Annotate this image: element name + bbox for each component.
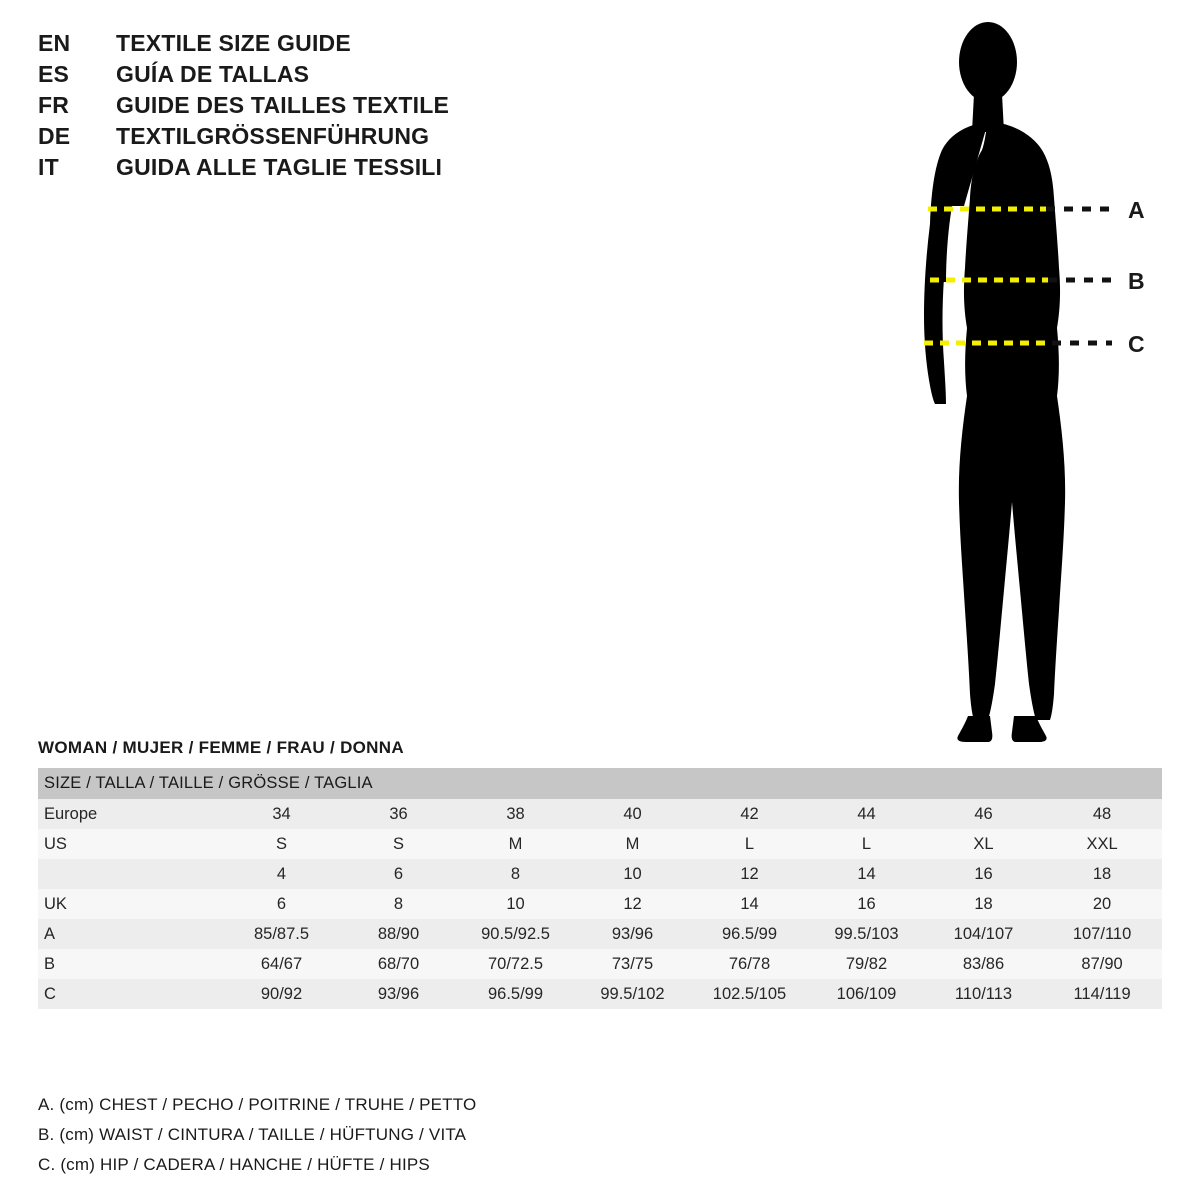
measurement-figure (860, 10, 1190, 750)
row-label-c: C (38, 979, 223, 1009)
cell-europe-1: 36 (340, 799, 457, 829)
table-row (38, 799, 1162, 829)
cell-a-5: 99.5/103 (808, 919, 925, 949)
cell-us-0: S (223, 829, 340, 859)
cell-b-1: 68/70 (340, 949, 457, 979)
table-row (38, 829, 1162, 859)
cell-europe-7: 48 (1042, 799, 1162, 829)
cell-us-7: XXL (1042, 829, 1162, 859)
cell-b-5: 79/82 (808, 949, 925, 979)
title-row-fr (38, 92, 558, 123)
cell-uk-2: 10 (457, 889, 574, 919)
row-label-uk: UK (38, 889, 223, 919)
cell-europe-3: 40 (574, 799, 691, 829)
cell-a-2: 90.5/92.5 (457, 919, 574, 949)
cell-usnum-7: 18 (1042, 859, 1162, 889)
table-row (38, 919, 1162, 949)
cell-uk-1: 8 (340, 889, 457, 919)
table-row (38, 949, 1162, 979)
title-row-es (38, 61, 558, 92)
cell-c-6: 110/113 (925, 979, 1042, 1009)
measure-label-a: A (1128, 197, 1145, 223)
cell-europe-2: 38 (457, 799, 574, 829)
cell-us-4: L (691, 829, 808, 859)
cell-europe-0: 34 (223, 799, 340, 829)
size-table (38, 768, 1162, 1009)
title-text-en: TEXTILE SIZE GUIDE (116, 30, 351, 56)
cell-usnum-1: 6 (340, 859, 457, 889)
cell-b-6: 83/86 (925, 949, 1042, 979)
cell-usnum-6: 16 (925, 859, 1042, 889)
row-label-europe: Europe (38, 799, 223, 829)
cell-europe-6: 46 (925, 799, 1042, 829)
cell-a-1: 88/90 (340, 919, 457, 949)
footnote-chest: A. (cm) CHEST / PECHO / POITRINE / TRUHE / PETTO (38, 1095, 477, 1114)
cell-us-1: S (340, 829, 457, 859)
cell-a-3: 93/96 (574, 919, 691, 949)
size-table-section (38, 738, 1162, 1009)
title-text-de: TEXTILGRÖSSENFÜHRUNG (116, 123, 430, 149)
measure-label-c: C (1128, 331, 1145, 357)
row-label-b: B (38, 949, 223, 979)
cell-usnum-5: 14 (808, 859, 925, 889)
cell-b-7: 87/90 (1042, 949, 1162, 979)
cell-uk-0: 6 (223, 889, 340, 919)
title-lang-en: EN (38, 30, 71, 56)
cell-a-6: 104/107 (925, 919, 1042, 949)
cell-uk-7: 20 (1042, 889, 1162, 919)
measure-label-b: B (1128, 268, 1145, 294)
table-header-row (38, 768, 1162, 799)
cell-b-4: 76/78 (691, 949, 808, 979)
footnote-hip: C. (cm) HIP / CADERA / HANCHE / HÜFTE / HIPS (38, 1155, 430, 1174)
cell-europe-5: 44 (808, 799, 925, 829)
title-lang-it: IT (38, 154, 59, 180)
cell-c-2: 96.5/99 (457, 979, 574, 1009)
footnotes (38, 1090, 738, 1180)
cell-c-0: 90/92 (223, 979, 340, 1009)
cell-usnum-0: 4 (223, 859, 340, 889)
title-row-de (38, 123, 558, 154)
title-text-it: GUIDA ALLE TAGLIE TESSILI (116, 154, 443, 180)
table-row (38, 979, 1162, 1009)
cell-us-3: M (574, 829, 691, 859)
row-label-us-numeric (38, 859, 223, 889)
cell-us-5: L (808, 829, 925, 859)
cell-europe-4: 42 (691, 799, 808, 829)
cell-us-2: M (457, 829, 574, 859)
cell-us-6: XL (925, 829, 1042, 859)
cell-a-7: 107/110 (1042, 919, 1162, 949)
cell-usnum-4: 12 (691, 859, 808, 889)
title-lang-fr: FR (38, 92, 70, 118)
row-label-a: A (38, 919, 223, 949)
cell-c-5: 106/109 (808, 979, 925, 1009)
cell-a-4: 96.5/99 (691, 919, 808, 949)
cell-b-3: 73/75 (574, 949, 691, 979)
cell-uk-3: 12 (574, 889, 691, 919)
footnote-waist: B. (cm) WAIST / CINTURA / TAILLE / HÜFTUNG / VITA (38, 1125, 467, 1144)
table-header-cell: SIZE / TALLA / TAILLE / GRÖSSE / TAGLIA (38, 768, 1162, 799)
cell-c-3: 99.5/102 (574, 979, 691, 1009)
cell-c-7: 114/119 (1042, 979, 1162, 1009)
title-row-en (38, 30, 558, 61)
title-text-fr: GUIDE DES TAILLES TEXTILE (116, 92, 449, 118)
title-lang-es: ES (38, 61, 70, 87)
table-row (38, 859, 1162, 889)
cell-a-0: 85/87.5 (223, 919, 340, 949)
cell-uk-4: 14 (691, 889, 808, 919)
section-label: WOMAN / MUJER / FEMME / FRAU / DONNA (38, 738, 404, 757)
cell-uk-5: 16 (808, 889, 925, 919)
title-text-es: GUÍA DE TALLAS (116, 61, 310, 87)
title-block (38, 30, 558, 185)
table-row (38, 889, 1162, 919)
cell-b-0: 64/67 (223, 949, 340, 979)
cell-usnum-2: 8 (457, 859, 574, 889)
title-lang-de: DE (38, 123, 71, 149)
cell-uk-6: 18 (925, 889, 1042, 919)
cell-usnum-3: 10 (574, 859, 691, 889)
cell-c-1: 93/96 (340, 979, 457, 1009)
cell-b-2: 70/72.5 (457, 949, 574, 979)
woman-silhouette-icon (860, 10, 1190, 750)
title-row-it (38, 154, 558, 185)
cell-c-4: 102.5/105 (691, 979, 808, 1009)
row-label-us: US (38, 829, 223, 859)
